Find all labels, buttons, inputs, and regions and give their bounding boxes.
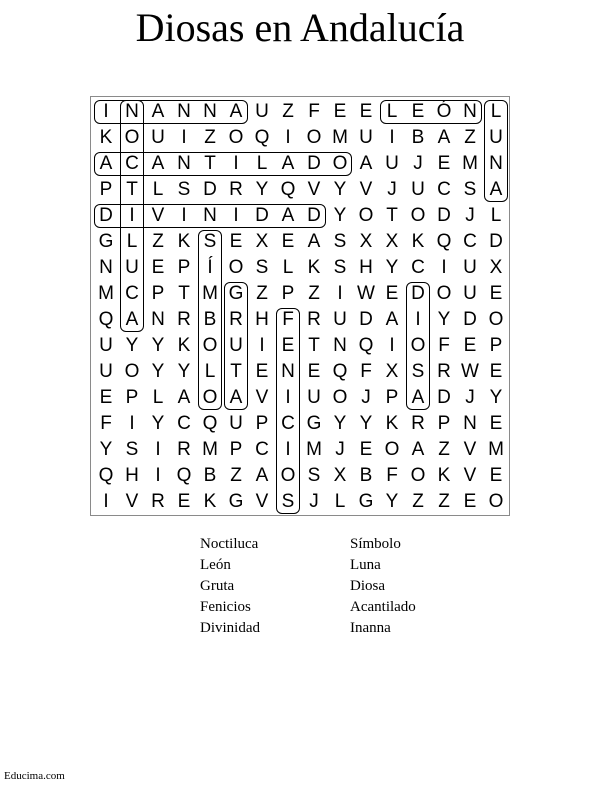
grid-cell: A [359, 153, 373, 174]
grid-cell: A [125, 309, 139, 330]
grid-cell: O [410, 465, 426, 486]
grid-cell: Q [202, 413, 218, 434]
grid-cell: I [285, 127, 291, 148]
grid-cell: I [103, 491, 109, 512]
grid-cell: E [333, 101, 347, 122]
grid-cell: Z [230, 465, 242, 486]
grid-cell: A [229, 101, 243, 122]
grid-cell: U [99, 361, 113, 382]
grid-cell: A [281, 153, 295, 174]
grid-cell: E [229, 231, 243, 252]
grid-cell: L [386, 101, 398, 122]
grid-cell: M [98, 283, 114, 304]
grid-cell: Z [256, 283, 268, 304]
grid-cell: I [181, 127, 187, 148]
word-list-item: Acantilado [350, 599, 416, 615]
grid-cell: E [359, 101, 373, 122]
word-list-item: Gruta [200, 578, 235, 594]
grid-cell: X [255, 231, 269, 252]
grid-cell: Z [308, 283, 320, 304]
grid-cell: Y [437, 309, 451, 330]
grid-cell: E [281, 335, 295, 356]
grid-cell: D [307, 205, 321, 226]
grid-cell: O [410, 335, 426, 356]
grid-cell: Y [99, 439, 113, 460]
grid-cell: V [463, 439, 477, 460]
grid-cell: Y [151, 413, 165, 434]
grid-cell: K [203, 491, 217, 512]
grid-cell: U [463, 283, 477, 304]
grid-cell: S [255, 257, 269, 278]
grid-cell: I [155, 465, 161, 486]
grid-cell: F [360, 361, 372, 382]
grid-cell: R [229, 309, 243, 330]
grid-cell: E [99, 387, 113, 408]
word-list-item: León [200, 557, 231, 573]
grid-cell: X [489, 257, 503, 278]
grid-cell: O [332, 153, 348, 174]
grid-cell: C [255, 439, 269, 460]
grid-cell: O [124, 361, 140, 382]
word-list-item: Noctiluca [200, 536, 259, 552]
grid-cell: A [177, 387, 191, 408]
grid-cell: A [411, 387, 425, 408]
grid-cell: D [489, 231, 503, 252]
grid-cell: Y [333, 205, 347, 226]
grid-cell: M [202, 439, 218, 460]
grid-cell: D [307, 153, 321, 174]
grid-cell: K [385, 413, 399, 434]
grid-cell: T [178, 283, 190, 304]
grid-cell: N [203, 101, 217, 122]
grid-cell: P [281, 283, 295, 304]
grid-cell: U [229, 335, 243, 356]
word-list-item: Luna [350, 557, 381, 573]
grid-cell: E [411, 101, 425, 122]
grid-cell: F [386, 465, 398, 486]
grid-cell: G [358, 491, 374, 512]
grid-cell: R [307, 309, 321, 330]
grid-cell: Q [98, 309, 114, 330]
grid-cell: J [335, 439, 345, 460]
grid-cell: Z [282, 101, 294, 122]
grid-cell: O [124, 127, 140, 148]
grid-cell: R [177, 309, 191, 330]
grid-cell: R [229, 179, 243, 200]
grid-cell: N [177, 153, 191, 174]
grid-cell: J [465, 387, 475, 408]
grid-cell: S [281, 491, 295, 512]
grid-cell: X [333, 465, 347, 486]
word-search-grid [90, 96, 510, 516]
grid-cell: Z [438, 439, 450, 460]
grid-cell: O [410, 205, 426, 226]
grid-cell: K [177, 335, 191, 356]
grid-cell: T [126, 179, 138, 200]
grid-cell: P [489, 335, 503, 356]
grid-cell: B [359, 465, 373, 486]
grid-cell: N [151, 309, 165, 330]
grid-cell: I [155, 439, 161, 460]
grid-cell: O [384, 439, 400, 460]
grid-cell: C [125, 153, 139, 174]
grid-cell: Q [254, 127, 270, 148]
grid-cell: L [490, 101, 502, 122]
word-list-item: Inanna [350, 620, 391, 636]
grid-cell: J [387, 179, 397, 200]
grid-cell: C [437, 179, 451, 200]
grid-cell: B [203, 465, 217, 486]
grid-cell: A [411, 439, 425, 460]
grid-cell: K [307, 257, 321, 278]
grid-cell: O [202, 335, 218, 356]
grid-cell: H [255, 309, 269, 330]
grid-cell: U [489, 127, 503, 148]
grid-cell: F [308, 101, 320, 122]
grid-cell: V [151, 205, 165, 226]
grid-cell: X [385, 361, 399, 382]
grid-cell: P [125, 387, 139, 408]
grid-cell: O [436, 283, 452, 304]
grid-cell: A [255, 465, 269, 486]
grid-cell: T [230, 361, 242, 382]
grid-cell: O [332, 387, 348, 408]
grid-cell: A [151, 153, 165, 174]
grid-cell: N [99, 257, 113, 278]
grid-cell: T [308, 335, 320, 356]
grid-cell: X [385, 231, 399, 252]
grid-cell: V [255, 491, 269, 512]
grid-cell: S [307, 465, 321, 486]
grid-cell: E [177, 491, 191, 512]
grid-cell: I [441, 257, 447, 278]
grid-cell: O [228, 257, 244, 278]
grid-cell: M [202, 283, 218, 304]
grid-cell: C [281, 413, 295, 434]
word-list-item: Fenicios [200, 599, 251, 615]
grid-cell: L [282, 257, 294, 278]
grid-cell: E [489, 361, 503, 382]
grid-cell: G [306, 413, 322, 434]
word-list-item: Símbolo [350, 536, 401, 552]
grid-cell: E [307, 361, 321, 382]
word-list-item: Diosa [350, 578, 385, 594]
grid-cell: Y [333, 179, 347, 200]
grid-cell: C [411, 257, 425, 278]
grid-cell: M [488, 439, 504, 460]
grid-cell: N [203, 205, 217, 226]
grid-cell: R [437, 361, 451, 382]
grid-cell: Y [151, 361, 165, 382]
grid-cell: A [307, 231, 321, 252]
grid-cell: H [125, 465, 139, 486]
grid-cell: A [151, 101, 165, 122]
grid-cell: N [177, 101, 191, 122]
grid-cell: Z [464, 127, 476, 148]
grid-cell: Y [385, 257, 399, 278]
grid-cell: Z [204, 127, 216, 148]
grid-cell: L [204, 361, 216, 382]
grid-cell: J [361, 387, 371, 408]
grid-cell: D [203, 179, 217, 200]
grid-cell: J [309, 491, 319, 512]
grid-cell: L [126, 231, 138, 252]
grid-cell: T [204, 153, 216, 174]
grid-cell: V [125, 491, 139, 512]
grid-cell: I [129, 413, 135, 434]
word-list-right [350, 534, 416, 639]
grid-cell: I [389, 127, 395, 148]
grid-cell: N [125, 101, 139, 122]
grid-cell: W [461, 361, 479, 382]
grid-cell: D [437, 205, 451, 226]
grid-cell: M [306, 439, 322, 460]
grid-cell: U [411, 179, 425, 200]
grid-cell: O [202, 387, 218, 408]
grid-cell: M [332, 127, 348, 148]
grid-cell: S [333, 231, 347, 252]
grid-cell: Q [436, 231, 452, 252]
grid-cell: P [177, 257, 191, 278]
word-list-item: Divinidad [200, 620, 260, 636]
grid-cell: J [465, 205, 475, 226]
grid-cell: N [463, 413, 477, 434]
grid-cell: O [358, 205, 374, 226]
grid-cell: U [385, 153, 399, 174]
grid-cell: A [385, 309, 399, 330]
footer-credit: Educima.com [4, 770, 65, 782]
grid-cell: Y [255, 179, 269, 200]
grid-cell: E [463, 491, 477, 512]
grid-cell: Y [333, 413, 347, 434]
grid-cell: V [359, 179, 373, 200]
grid-cell: L [334, 491, 346, 512]
grid-cell: L [256, 153, 268, 174]
grid-cell: Y [177, 361, 191, 382]
grid-cell: G [98, 231, 114, 252]
grid-cell: O [488, 491, 504, 512]
grid-cell: E [489, 413, 503, 434]
grid-cell: E [489, 283, 503, 304]
grid-cell: I [285, 387, 291, 408]
grid-cell: O [228, 127, 244, 148]
grid-cell: T [386, 205, 398, 226]
grid-cell: U [255, 101, 269, 122]
grid-cell: F [100, 413, 112, 434]
grid-cell: I [337, 283, 343, 304]
grid-cell: E [151, 257, 165, 278]
grid-cell: Q [176, 465, 192, 486]
grid-cell: R [177, 439, 191, 460]
grid-cell: P [99, 179, 113, 200]
grid-cell: Í [207, 257, 213, 278]
grid-cell: S [411, 361, 425, 382]
grid-cell: Y [489, 387, 503, 408]
grid-cell: A [281, 205, 295, 226]
grid-cell: U [463, 257, 477, 278]
grid-cell: U [307, 387, 321, 408]
grid-cell: U [99, 335, 113, 356]
grid-cell: D [99, 205, 113, 226]
grid-cell: E [437, 153, 451, 174]
grid-cell: Q [358, 335, 374, 356]
grid-cell: O [280, 465, 296, 486]
grid-cell: Y [151, 335, 165, 356]
grid-cell: E [359, 439, 373, 460]
grid-cell: P [151, 283, 165, 304]
grid-cell: D [463, 309, 477, 330]
grid-cell: K [99, 127, 113, 148]
grid-cell: R [411, 413, 425, 434]
grid-cell: S [203, 231, 217, 252]
grid-cell: U [333, 309, 347, 330]
grid-cell: Q [98, 465, 114, 486]
grid-cell: C [463, 231, 477, 252]
grid-cell: S [333, 257, 347, 278]
grid-cell: N [333, 335, 347, 356]
grid-cell: P [229, 439, 243, 460]
grid-cell: P [255, 413, 269, 434]
grid-cell: G [228, 283, 244, 304]
grid-cell: U [359, 127, 373, 148]
grid-cell: L [490, 205, 502, 226]
grid-cell: U [125, 257, 139, 278]
grid-cell: K [411, 231, 425, 252]
grid-cell: J [413, 153, 423, 174]
grid-cell: N [463, 101, 477, 122]
grid-cell: A [229, 387, 243, 408]
grid-cell: E [489, 465, 503, 486]
grid-cell: Q [280, 179, 296, 200]
grid-cell: I [103, 101, 109, 122]
grid-cell: Z [438, 491, 450, 512]
grid-cell: I [389, 335, 395, 356]
grid-cell: H [359, 257, 373, 278]
grid-cell: V [255, 387, 269, 408]
grid-cell: N [281, 361, 295, 382]
grid-cell: E [281, 231, 295, 252]
grid-cell: V [463, 465, 477, 486]
grid-cell: F [438, 335, 450, 356]
grid-cell: E [385, 283, 399, 304]
grid-cell: W [357, 283, 375, 304]
grid-cell: I [259, 335, 265, 356]
grid-cell: B [411, 127, 425, 148]
grid-cell: B [203, 309, 217, 330]
grid-cell: U [151, 127, 165, 148]
grid-cell: I [233, 205, 239, 226]
grid-cell: D [411, 283, 425, 304]
grid-cell: I [233, 153, 239, 174]
grid-cell: Y [359, 413, 373, 434]
grid-cell: E [463, 335, 477, 356]
grid-cell: P [437, 413, 451, 434]
grid-cell: M [462, 153, 478, 174]
grid-cell: A [437, 127, 451, 148]
grid-cell: L [152, 179, 164, 200]
grid-cell: A [99, 153, 113, 174]
grid-cell: I [181, 205, 187, 226]
grid-cell: A [489, 179, 503, 200]
grid-cell: Z [152, 231, 164, 252]
grid-cell: X [359, 231, 373, 252]
grid-cell: N [489, 153, 503, 174]
grid-cell: D [359, 309, 373, 330]
word-list-left [200, 534, 260, 639]
grid-cell: O [488, 309, 504, 330]
grid-cell: S [463, 179, 477, 200]
grid-cell: Ó [436, 101, 452, 122]
grid-cell: I [415, 309, 421, 330]
grid-cell: R [151, 491, 165, 512]
grid-cell: Y [385, 491, 399, 512]
grid-cell: I [129, 205, 135, 226]
grid-cell: Z [412, 491, 424, 512]
grid-cell: F [282, 309, 294, 330]
grid-cell: E [255, 361, 269, 382]
letter-grid [91, 97, 511, 517]
grid-cell: O [306, 127, 322, 148]
grid-cell: D [437, 387, 451, 408]
grid-cell: D [255, 205, 269, 226]
grid-cell: P [385, 387, 399, 408]
grid-cell: C [177, 413, 191, 434]
page-title: Diosas en Andalucía [135, 5, 465, 50]
grid-cell: L [152, 387, 164, 408]
grid-cell: Y [125, 335, 139, 356]
grid-cell: K [437, 465, 451, 486]
grid-cell: Q [332, 361, 348, 382]
grid-cell: V [307, 179, 321, 200]
grid-cell: C [125, 283, 139, 304]
grid-cell: I [285, 439, 291, 460]
grid-cell: G [228, 491, 244, 512]
grid-cell: S [125, 439, 139, 460]
grid-cell: S [177, 179, 191, 200]
grid-cell: K [177, 231, 191, 252]
grid-cell: U [229, 413, 243, 434]
